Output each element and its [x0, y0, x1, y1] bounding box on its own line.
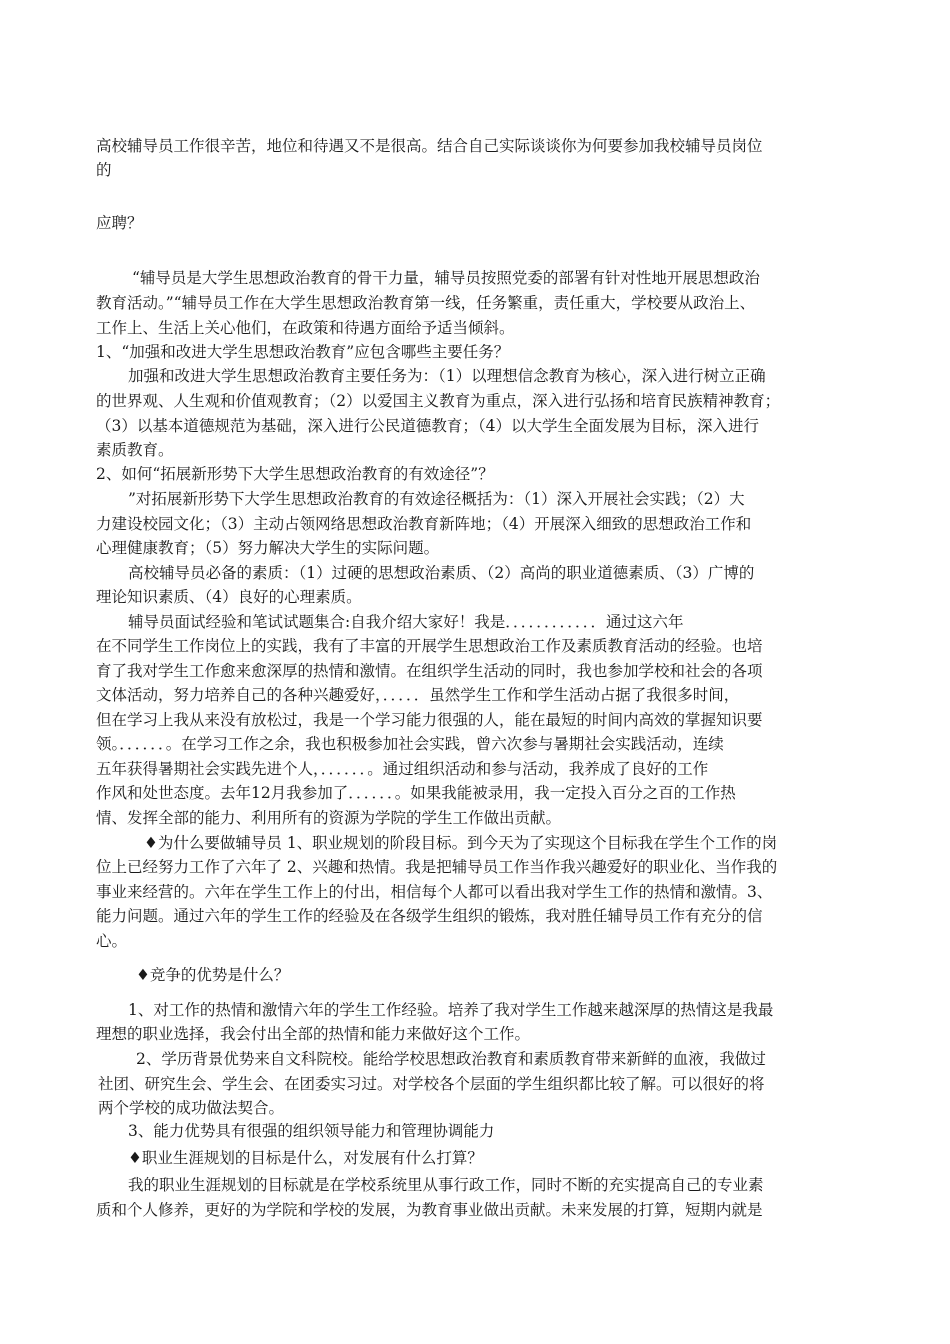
- text-line: “辅导员是大学生思想政治教育的骨干力量，辅导员按照党委的部署有针对性地开展思想政治: [132, 269, 760, 287]
- title-line-1: 高校辅导员工作很辛苦，地位和待遇又不是很高。结合自己实际谈谈你为何要参加我校辅导员岗位: [96, 137, 763, 155]
- text-line: （3）以基本道德规范为基础，深入进行公民道德教育；（4）以大学生全面发展为目标，深入进行: [96, 417, 759, 435]
- text-line: 事业来经营的。六年在学生工作上的付出，相信每个人都可以看出我对学生工作的热情和激情。3、: [96, 883, 773, 901]
- text-line: 高校辅导员必备的素质：（1）过硬的思想政治素质、（2）高尚的职业道德素质、（3）广博的: [128, 564, 755, 582]
- text-line: 情、发挥全部的能力、利用所有的资源为学院的学生工作做出贡献。: [96, 809, 562, 827]
- text-line: 3、能力优势具有很强的组织领导能力和管理协调能力: [128, 1122, 495, 1140]
- text-line: 在不同学生工作岗位上的实践，我有了丰富的开展学生思想政治工作及素质教育活动的经验。也培: [96, 637, 763, 655]
- text-line: 2、学历背景优势来自文科院校。能给学校思想政治教育和素质教育带来新鲜的血液，我做过: [136, 1050, 766, 1068]
- text-line: 领。．．．．．．。在学习工作之余，我也积极参加社会实践，曾六次参与暑期社会实践活动，连续: [96, 735, 724, 753]
- title-line-2: 的: [96, 161, 112, 179]
- bullet-heading: ♦为什么要做辅导员 1、职业规划的阶段目标。到今天为了实现这个目标我在学生个工作的岗: [144, 834, 778, 852]
- text-line: 的世界观、人生观和价值观教育；（2）以爱国主义教育为重点，深入进行弘扬和培育民族精神教育；: [96, 392, 781, 410]
- bullet-heading: ♦职业生涯规划的目标是什么，对发展有什么打算？: [128, 1149, 483, 1167]
- text-line: 工作上、生活上关心他们，在政策和待遇方面给予适当倾斜。: [96, 319, 515, 337]
- text-line: 但在学习上我从来没有放松过，我是一个学习能力很强的人，能在最短的时间内高效的掌握知识要: [96, 711, 763, 729]
- text-line: 理想的职业选择，我会付出全部的热情和能力来做好这个工作。: [96, 1025, 531, 1043]
- bullet-heading: ♦竞争的优势是什么？: [136, 966, 290, 984]
- text-line: 五年获得暑期社会实践先进个人，．．．．．．。通过组织活动和参与活动，我养成了良好的工作: [96, 760, 709, 778]
- text-line: 辅导员面试经验和笔试试题集合:自我介绍大家好！我是．．．．．．．．．．．．通过这六年: [128, 613, 684, 631]
- text-line: 力建设校园文化；（3）主动占领网络思想政治教育新阵地；（4）开展深入细致的思想政治工作和: [96, 515, 752, 533]
- text-line: 1、对工作的热情和激情六年的学生工作经验。培养了我对学生工作越来越深厚的热情这是我最: [128, 1001, 774, 1019]
- text-line: 文体活动，努力培养自己的各种兴趣爱好，．．．．．虽然学生工作和学生活动占据了我很多时间，: [96, 686, 740, 704]
- text-line: 心。: [96, 932, 128, 950]
- text-line: 育了我对学生工作愈来愈深厚的热情和激情。在组织学生活动的同时，我也参加学校和社会的各项: [96, 662, 763, 680]
- text-line: 质和个人修养，更好的为学院和学校的发展，为教育事业做出贡献。未来发展的打算，短期内就是: [96, 1201, 763, 1219]
- question-heading: 2、如何“拓展新形势下大学生思想政治教育的有效途径”？: [96, 465, 494, 483]
- title-line-3: 应聘？: [96, 214, 143, 232]
- text-line: 位上已经努力工作了六年了 2、兴趣和热情。我是把辅导员工作当作我兴趣爱好的职业化、当作我的: [96, 858, 778, 876]
- question-heading: 1、“加强和改进大学生思想政治教育”应包含哪些主要任务？: [96, 343, 510, 361]
- text-line: ”对拓展新形势下大学生思想政治教育的有效途径概括为：（1）深入开展社会实践；（2）大: [128, 490, 745, 508]
- text-line: 心理健康教育；（5）努力解决大学生的实际问题。: [96, 539, 440, 557]
- text-line: 加强和改进大学生思想政治教育主要任务为：（1）以理想信念教育为核心，深入进行树立正确: [128, 367, 766, 385]
- text-line: 素质教育。: [96, 441, 174, 459]
- text-line: 两个学校的成功做法契合。: [98, 1099, 285, 1117]
- text-line: 教育活动。”“辅导员工作在大学生思想政治教育第一线，任务繁重，责任重大，学校要从政治上、: [96, 294, 756, 312]
- text-line: 作风和处世态度。去年12月我参加了．．．．．．。如果我能被录用，我一定投入百分之百的工作热: [96, 784, 736, 802]
- text-line: 理论知识素质、（4）良好的心理素质。: [96, 588, 362, 606]
- text-line: 能力问题。通过六年的学生工作的经验及在各级学生组织的锻炼，我对胜任辅导员工作有充分的信: [96, 907, 763, 925]
- text-line: 社团、研究生会、学生会、在团委实习过。对学校各个层面的学生组织都比较了解。可以很好的将: [98, 1075, 765, 1093]
- text-line: 我的职业生涯规划的目标就是在学校系统里从事行政工作，同时不断的充实提高自己的专业素: [128, 1176, 764, 1194]
